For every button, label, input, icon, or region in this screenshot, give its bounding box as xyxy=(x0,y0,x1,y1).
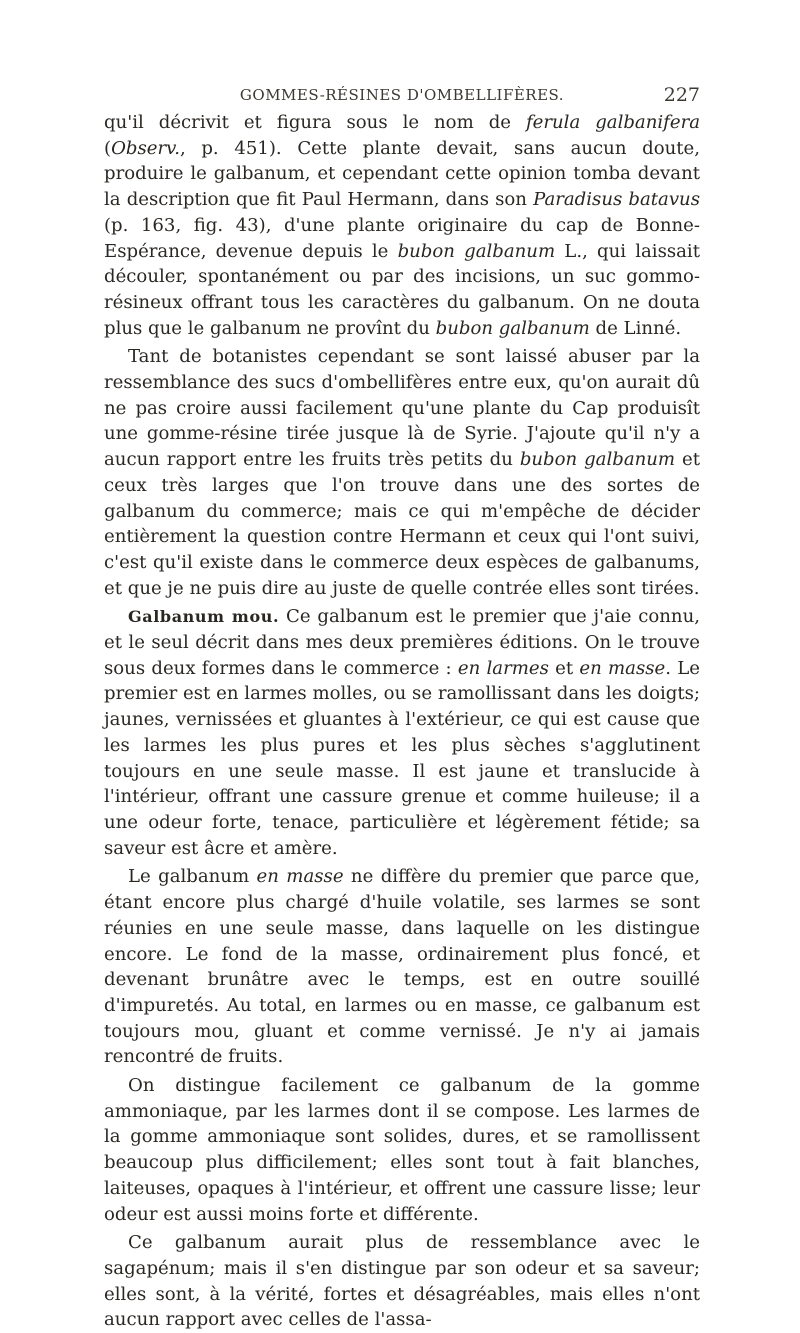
text-run: et ceux très larges que l'on trouve dans une des sortes de galbanum du commerce; mais ce qui m'empêche de décider entièrement la question contre Hermann et ceux qui l'ont suivi, c'est qu'il existe dans le commerce deux espèces de galbanums, et que je ne puis dire au juste de quelle contrée elles sont tirées. xyxy=(104,449,700,599)
paragraph xyxy=(104,604,700,861)
text-run: qu'il décrivit et figura sous le nom de xyxy=(104,112,526,133)
paragraph xyxy=(104,1073,700,1227)
text-run: (p. 163, fig. 43), d'une plante originaire du cap de Bonne-Espérance, devenue depuis le xyxy=(104,214,700,262)
running-head xyxy=(104,84,700,110)
text-run: Tant de botanistes cependant se sont laissé abuser par la ressemblance des sucs d'ombellifères entre eux, qu'on aurait dû ne pas croire aussi facilement qu'une plante du Cap produisît une gomme-résine tirée jusque là de Syrie. J'ajoute qu'il n'y a aucun rapport entre les fruits très petits du xyxy=(104,346,700,471)
section-heading: Galbanum mou. xyxy=(128,607,280,627)
italic-term: bubon galbanum xyxy=(397,240,556,262)
text-run: . Le premier est en larmes molles, ou se ramollissant dans les doigts; jaunes, vernissées et gluantes à l'extérieur, ce qui est cause que les larmes les plus pures et les plus sèches s'agglutinent toujours en une seule masse. Il est jaune et translucide à l'intérieur, offrant une cassure grenue et comme huileuse; il a une odeur forte, tenace, particulière et légèrement fétide; sa saveur est âcre et amère. xyxy=(104,657,700,859)
italic-term: en masse xyxy=(256,866,344,888)
text-run: On distingue facilement ce galbanum de la gomme ammoniaque, par les larmes dont il se compose. Les larmes de la gomme ammoniaque sont solides, dures, et se ramollissent beaucoup plus difficilement; elles sont tout à fait blanches, laiteuses, opaques à l'intérieur, et offrent une cassure lisse; leur odeur est aussi moins forte et différente. xyxy=(104,1075,700,1225)
italic-term: en larmes xyxy=(457,657,549,679)
text-run: ne diffère du premier que parce que, étant encore plus chargé d'huile volatile, ses larmes se sont réunies en une seule masse, dans laquelle on les distingue encore. Le fond de la masse, ordinairement plus foncé, et devenant brunâtre avec le temps, est en outre souillé d'impuretés. Au total, en larmes ou en masse, ce galbanum est toujours mou, gluant et comme vernissé. Je n'y ai jamais rencontré de fruits. xyxy=(104,866,700,1068)
text-run: Le galbanum xyxy=(128,866,257,888)
italic-term: bubon galbanum xyxy=(435,317,590,339)
italic-term: en masse xyxy=(579,657,666,679)
text-run: Ce galbanum est le premier que j'aie connu, et le seul décrit dans mes deux premières éditions. On le trouve sous deux formes dans le commerce : xyxy=(104,606,700,679)
body-text xyxy=(104,110,700,1333)
italic-term: Observ. xyxy=(111,137,180,159)
page xyxy=(104,84,700,1333)
text-run: et xyxy=(548,657,580,679)
text-run: de Linné. xyxy=(589,317,682,339)
page-number: 227 xyxy=(663,84,700,106)
text-run: L., qui laissait découler, spontanément ou par des incisions, un suc gommo-résineux offrant tous les caractères du galbanum. On ne douta plus que le galbanum ne provînt du xyxy=(104,240,700,339)
italic-term: bubon galbanum xyxy=(519,449,676,471)
paragraph xyxy=(104,344,700,601)
paragraph xyxy=(104,1230,700,1333)
text-run: Ce galbanum aurait plus de ressemblance avec le sagapénum; mais il s'en distingue par son odeur et sa saveur; elles sont, à la vérité, fortes et désagréables, mais elles n'ont aucun rapport avec celles de l'assa- xyxy=(104,1232,700,1331)
text-run: ( xyxy=(104,137,112,159)
paragraph xyxy=(104,110,700,341)
running-title: GOMMES-RÉSINES D'OMBELLIFÈRES. xyxy=(239,86,565,104)
text-run: , p. 451). Cette plante devait, sans aucun doute, produire le galbanum, et cependant cette opinion tomba devant la description que fit Paul Hermann, dans son xyxy=(104,137,700,211)
italic-term: ferula galbanifera xyxy=(525,112,701,133)
italic-term: Paradisus batavus xyxy=(533,189,700,211)
paragraph xyxy=(104,864,700,1070)
